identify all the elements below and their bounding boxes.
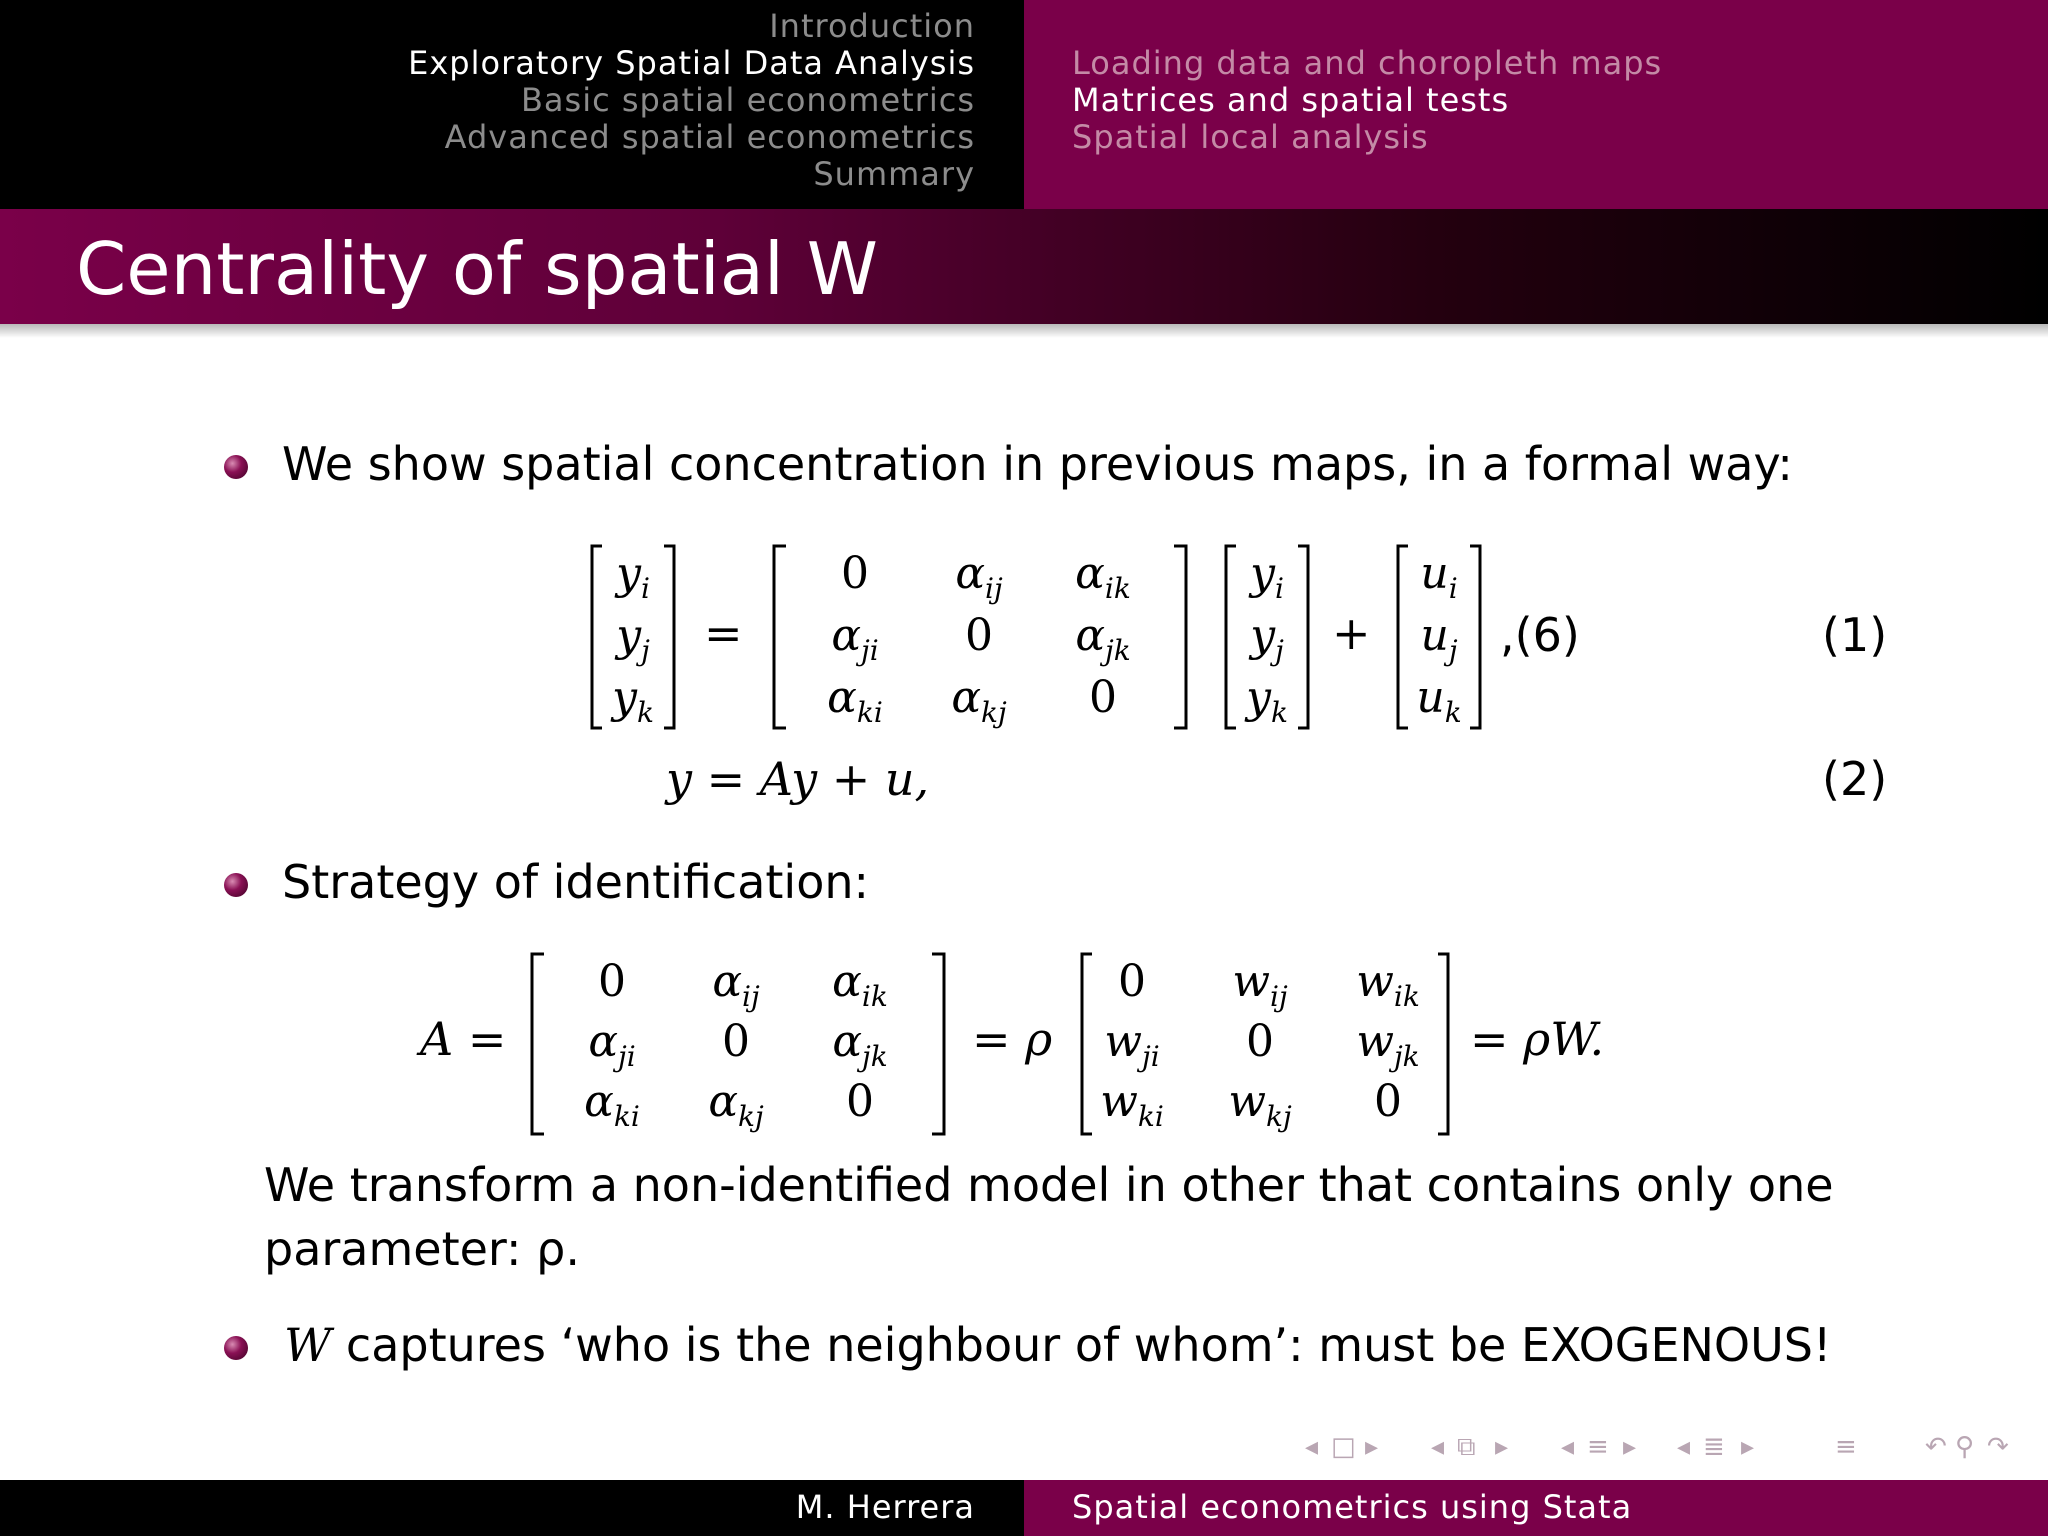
math-A-equals: A = [420, 1012, 507, 1066]
matrix-cell: $w_{jk}$ [1356, 1016, 1420, 1073]
y-j: $y_j$ [616, 610, 650, 667]
nav-back-icon[interactable]: ↶ [1925, 1432, 1947, 1462]
plus-sign: + [1332, 606, 1371, 660]
beamer-navigation [1305, 1432, 2035, 1468]
section-navigation [0, 0, 1024, 209]
matrix-cell: 0 [1118, 956, 1146, 1007]
equation-note: ,(6) [1500, 608, 1580, 662]
nav-section-basic[interactable]: Basic spatial econometrics [520, 81, 975, 119]
matrix-cell: $w_{ki}$ [1100, 1076, 1164, 1133]
u-k: $u_k$ [1416, 672, 1462, 729]
matrix-cell: 0 [722, 1016, 750, 1067]
bullet-text-1: We show spatial concentration in previous maps, in a formal way: [282, 437, 1793, 491]
matrix-cell: $w_{ik}$ [1356, 956, 1420, 1013]
paragraph-line-2: parameter: ρ. [264, 1222, 580, 1276]
equals-sign: = [704, 606, 743, 660]
nav-frame-next-icon[interactable]: ▸ [1365, 1432, 1379, 1462]
nav-subsection-prev-icon[interactable]: ◂ [1431, 1432, 1445, 1462]
math-equals-rho-w: = ρW. [1470, 1012, 1605, 1066]
nav-subsection-loading[interactable]: Loading data and choropleth maps [1072, 44, 1663, 82]
y-j: $y_j$ [1250, 610, 1284, 667]
matrix-cell: 0 [1089, 672, 1117, 723]
equation-number-2: (2) [1822, 752, 1888, 806]
footer-right [1024, 1480, 2048, 1536]
nav-search-icon[interactable]: ⚲ [1955, 1432, 1975, 1462]
y-i: $y_i$ [616, 548, 650, 605]
title-shadow [0, 324, 2048, 338]
nav-document-prev-icon[interactable]: ◂ [1677, 1432, 1691, 1462]
matrix-cell: $w_{ji}$ [1104, 1016, 1160, 1073]
nav-section-prev-icon[interactable]: ◂ [1561, 1432, 1575, 1462]
frame-title: Centrality of spatial W [76, 227, 878, 311]
matrix-cell: $\alpha_{jk}$ [1075, 610, 1131, 667]
matrix-cell: $\alpha_{ki}$ [584, 1076, 640, 1133]
matrix-cell: 0 [1246, 1016, 1274, 1067]
matrix-cell: $\alpha_{kj}$ [951, 672, 1007, 729]
matrix-cell: $\alpha_{ij}$ [955, 548, 1003, 605]
u-i: $u_i$ [1420, 548, 1458, 605]
nav-section-introduction[interactable]: Introduction [769, 7, 975, 45]
bullet-icon [224, 1336, 248, 1360]
matrix-cell: $\alpha_{ji}$ [831, 610, 879, 667]
nav-subsection-local[interactable]: Spatial local analysis [1072, 118, 1429, 156]
frame-title-bar [0, 209, 2048, 324]
nav-section-next-icon[interactable]: ▸ [1623, 1432, 1637, 1462]
matrix-cell: 0 [846, 1076, 874, 1127]
matrix-cell: 0 [598, 956, 626, 1007]
subsection-navigation [1024, 0, 2048, 209]
footer-author: M. Herrera [795, 1488, 975, 1526]
nav-forward-icon[interactable]: ↷ [1987, 1432, 2009, 1462]
nav-section-summary[interactable]: Summary [813, 155, 975, 193]
matrix-cell: $w_{kj}$ [1228, 1076, 1292, 1133]
equation-2: y = Ay + u, [666, 752, 930, 806]
matrix-cell: $\alpha_{ik}$ [1075, 548, 1131, 605]
matrix-cell: $\alpha_{jk}$ [832, 1016, 888, 1073]
matrix-cell: $\alpha_{kj}$ [708, 1076, 764, 1133]
nav-subsection-icon[interactable]: ⧉ [1457, 1432, 1476, 1462]
matrix-cell: 0 [841, 548, 869, 599]
bullet-text-3 [284, 1318, 1831, 1372]
nav-document-next-icon[interactable]: ▸ [1741, 1432, 1755, 1462]
nav-document-icon[interactable]: ≣ [1703, 1432, 1725, 1462]
matrix-cell: $\alpha_{ik}$ [832, 956, 888, 1013]
nav-subsection-matrices[interactable]: Matrices and spatial tests [1072, 81, 1510, 119]
matrix-cell: 0 [965, 610, 993, 661]
paragraph-line-1: We transform a non-identified model in other that contains only one [264, 1158, 1834, 1212]
bullet-icon [224, 873, 248, 897]
u-j: $u_j$ [1420, 610, 1458, 667]
y-k: $y_k$ [612, 672, 654, 729]
matrix-cell: 0 [1374, 1076, 1402, 1127]
bullet3-rest: captures ‘who is the neighbour of whom’: must be EXOGENOUS! [331, 1318, 1832, 1372]
matrix-cell: $\alpha_{ji}$ [588, 1016, 636, 1073]
nav-section-icon[interactable]: ≡ [1587, 1432, 1609, 1462]
nav-section-esda[interactable]: Exploratory Spatial Data Analysis [408, 44, 975, 82]
nav-frame-prev-icon[interactable]: ◂ [1305, 1432, 1319, 1462]
equation-number-1: (1) [1822, 608, 1888, 662]
matrix-cell: $w_{ij}$ [1232, 956, 1288, 1013]
nav-section-advanced[interactable]: Advanced spatial econometrics [444, 118, 975, 156]
matrix-cell: $\alpha_{ki}$ [827, 672, 883, 729]
y-k: $y_k$ [1246, 672, 1288, 729]
footer-talk-title: Spatial econometrics using Stata [1072, 1488, 1633, 1526]
y-i: $y_i$ [1250, 548, 1284, 605]
bullet3-variable: W [284, 1318, 332, 1372]
nav-subsection-next-icon[interactable]: ▸ [1495, 1432, 1509, 1462]
math-equals-rho: = ρ [972, 1012, 1053, 1066]
matrix-cell: $\alpha_{ij}$ [712, 956, 760, 1013]
nav-appendix-icon[interactable]: ≡ [1835, 1432, 1857, 1462]
nav-frame-icon[interactable]: □ [1331, 1432, 1356, 1462]
bullet-icon [224, 455, 248, 479]
bullet-text-2: Strategy of identification: [282, 855, 869, 909]
footer-left [0, 1480, 1024, 1536]
